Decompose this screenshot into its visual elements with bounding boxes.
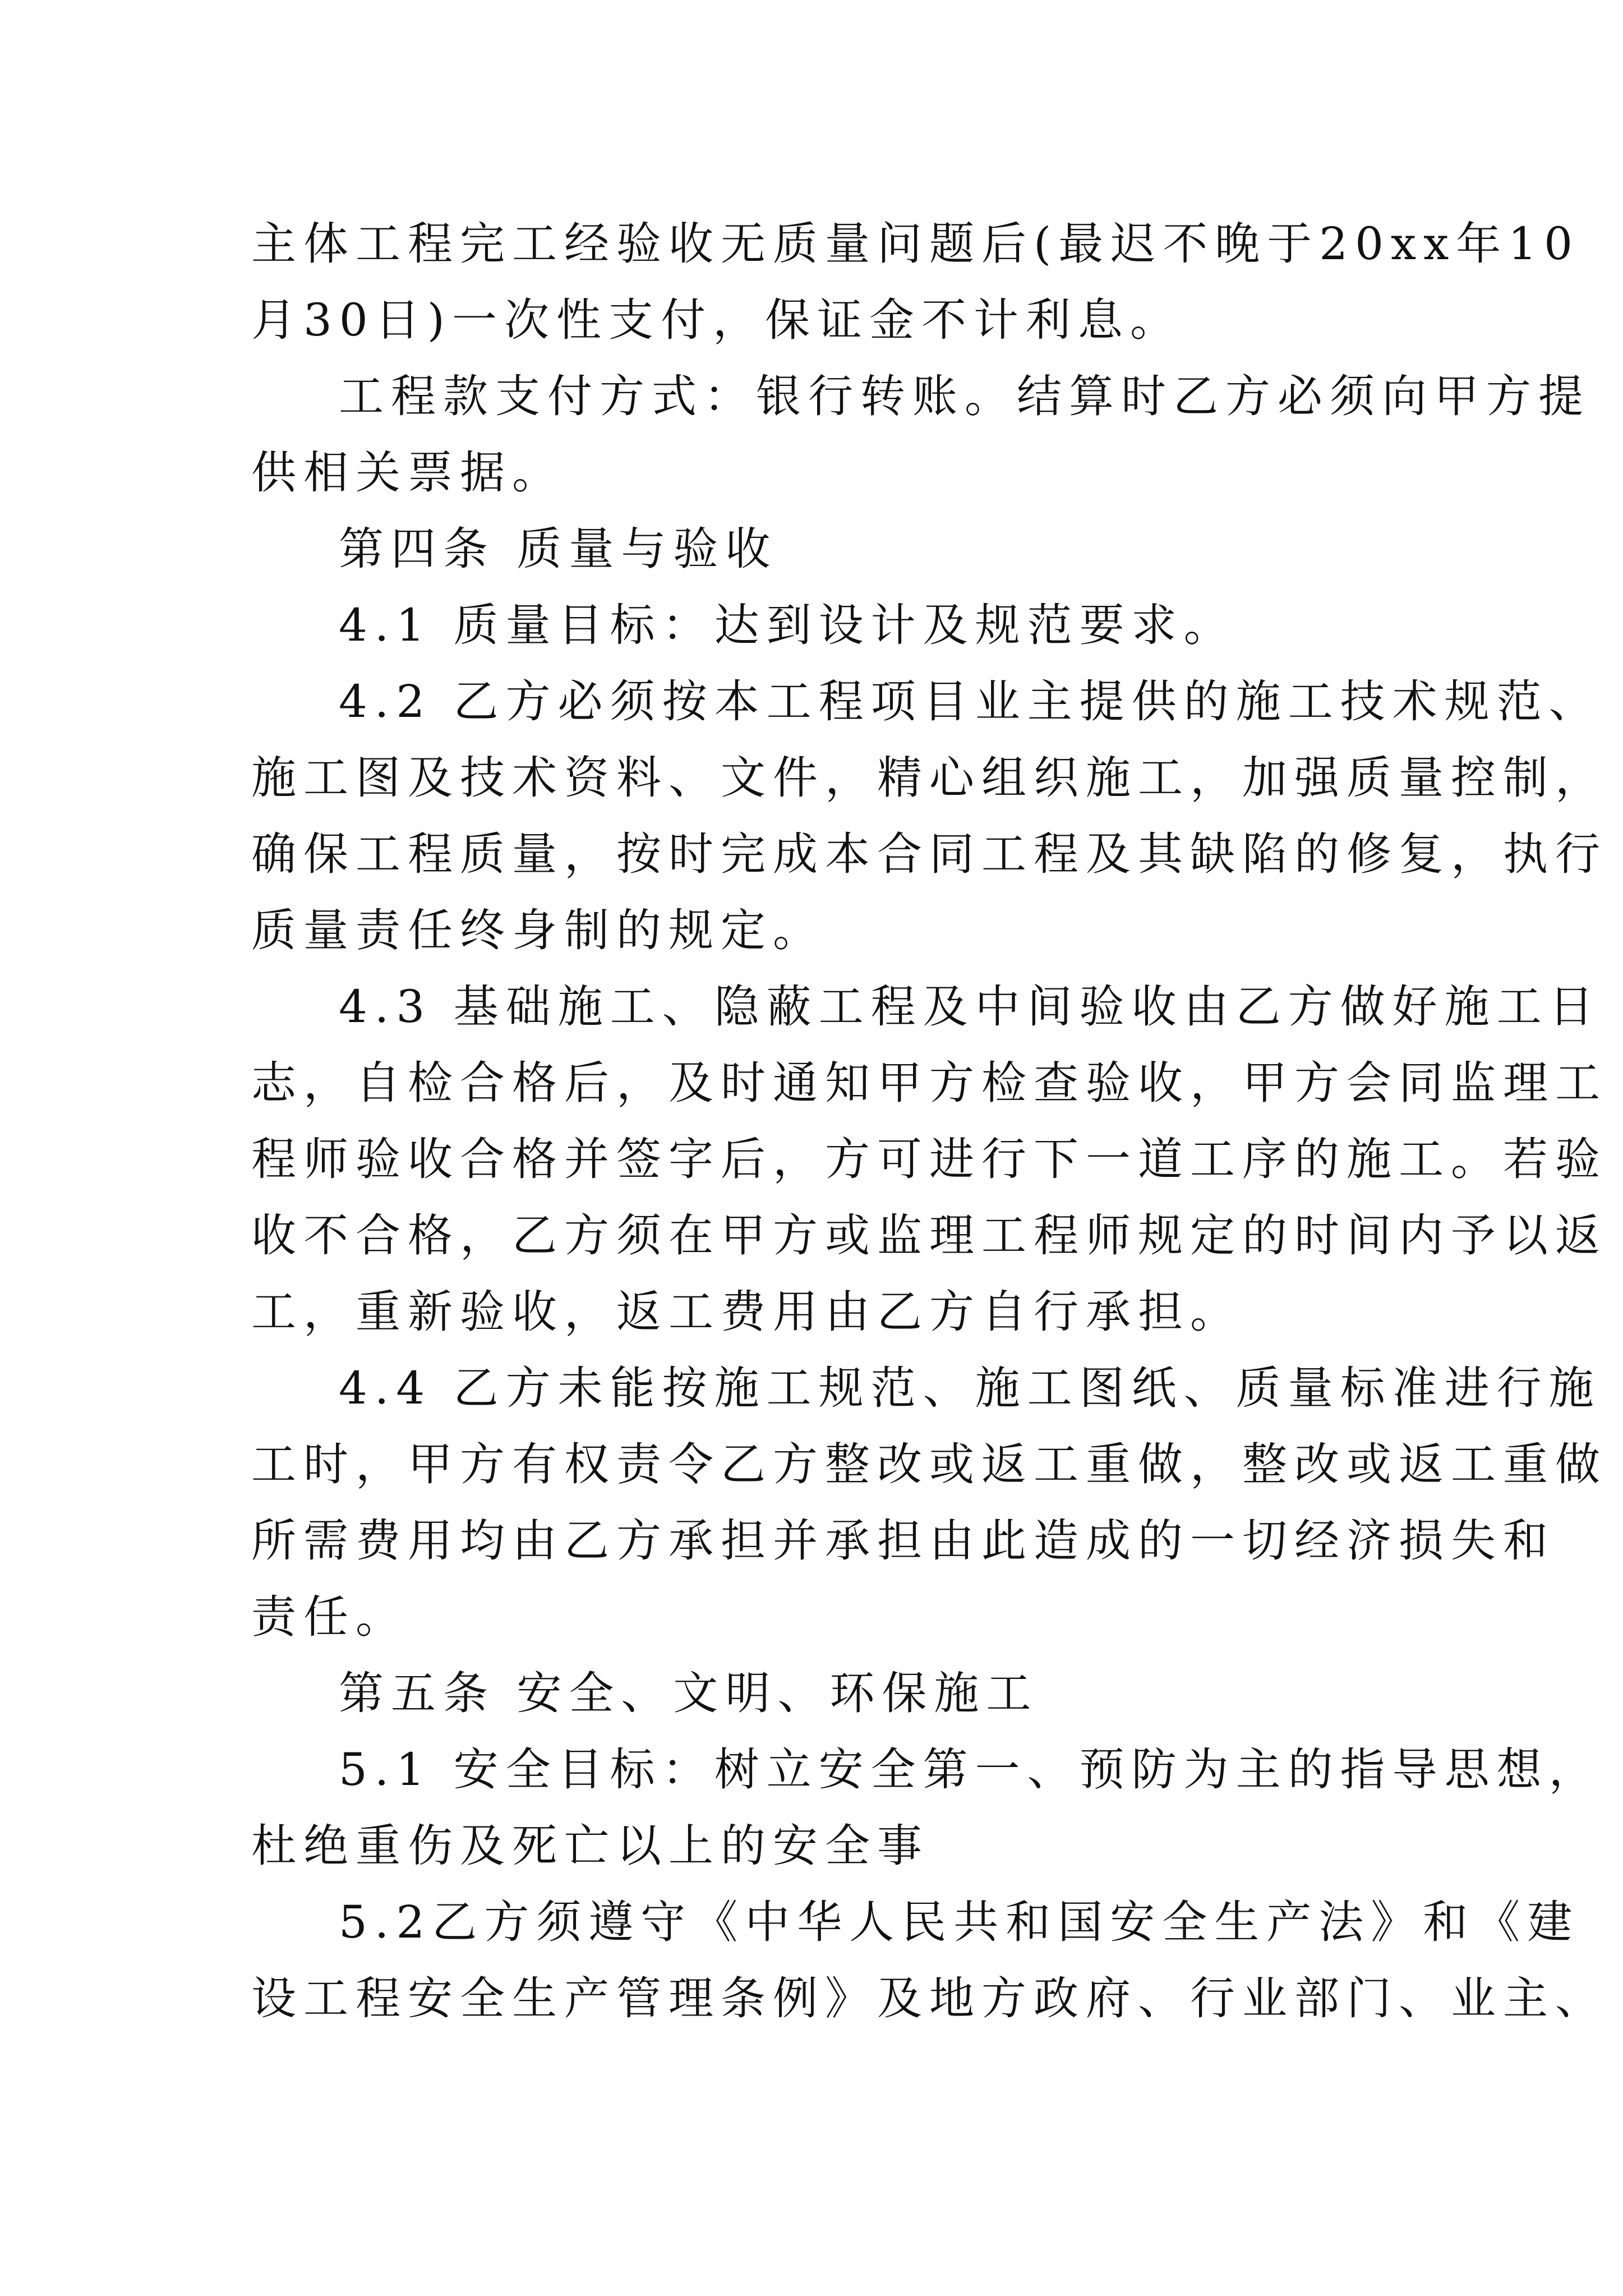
paragraph-line: 4.4 乙方未能按施工规范、施工图纸、质量标准进行施 xyxy=(339,1362,1601,1414)
paragraph-line: 5.2乙方须遵守《中华人民共和国安全生产法》和《建 xyxy=(339,1896,1580,1948)
paragraph-line: 质量责任终身制的规定。 xyxy=(251,904,825,956)
paragraph-line: 4.3 基础施工、隐蔽工程及中间验收由乙方做好施工日 xyxy=(339,981,1601,1033)
paragraph-line: 工时，甲方有权责令乙方整改或返工重做，整改或返工重做 xyxy=(251,1438,1607,1490)
paragraph-line: 程师验收合格并签字后，方可进行下一道工序的施工。若验 xyxy=(251,1133,1607,1185)
paragraph-line: 所需费用均由乙方承担并承担由此造成的一切经济损失和 xyxy=(251,1515,1555,1567)
paragraph-line: 收不合格，乙方须在甲方或监理工程师规定的时间内予以返 xyxy=(251,1209,1607,1262)
paragraph-line: 5.1 安全目标：树立安全第一、预防为主的指导思想， xyxy=(339,1743,1601,1796)
section-heading: 第四条 质量与验收 xyxy=(339,523,778,575)
paragraph-line: 4.2 乙方必须按本工程项目业主提供的施工技术规范、 xyxy=(339,675,1601,728)
paragraph-line: 工，重新验收，返工费用由乙方自行承担。 xyxy=(251,1286,1242,1338)
paragraph-line: 4.1 质量目标：达到设计及规范要求。 xyxy=(339,599,1236,651)
paragraph-line: 施工图及技术资料、文件，精心组织施工，加强质量控制， xyxy=(251,752,1607,804)
paragraph-line: 工程款支付方式：银行转账。结算时乙方必须向甲方提 xyxy=(339,370,1590,422)
paragraph-line: 志，自检合格后，及时通知甲方检查验收，甲方会同监理工 xyxy=(251,1057,1607,1109)
paragraph-line: 杜绝重伤及死亡以上的安全事 xyxy=(251,1820,929,1872)
paragraph-line: 责任。 xyxy=(251,1591,408,1643)
paragraph-line: 设工程安全生产管理条例》及地方政府、行业部门、业主、 xyxy=(251,1972,1607,2024)
section-heading: 第五条 安全、文明、环保施工 xyxy=(339,1667,1039,1719)
paragraph-line: 月30日)一次性支付，保证金不计利息。 xyxy=(251,294,1183,346)
paragraph-line: 主体工程完工经验收无质量问题后(最迟不晚于20xx年10 xyxy=(251,218,1580,270)
paragraph-line: 供相关票据。 xyxy=(251,447,564,499)
paragraph-line: 确保工程质量，按时完成本合同工程及其缺陷的修复，执行 xyxy=(251,828,1607,880)
